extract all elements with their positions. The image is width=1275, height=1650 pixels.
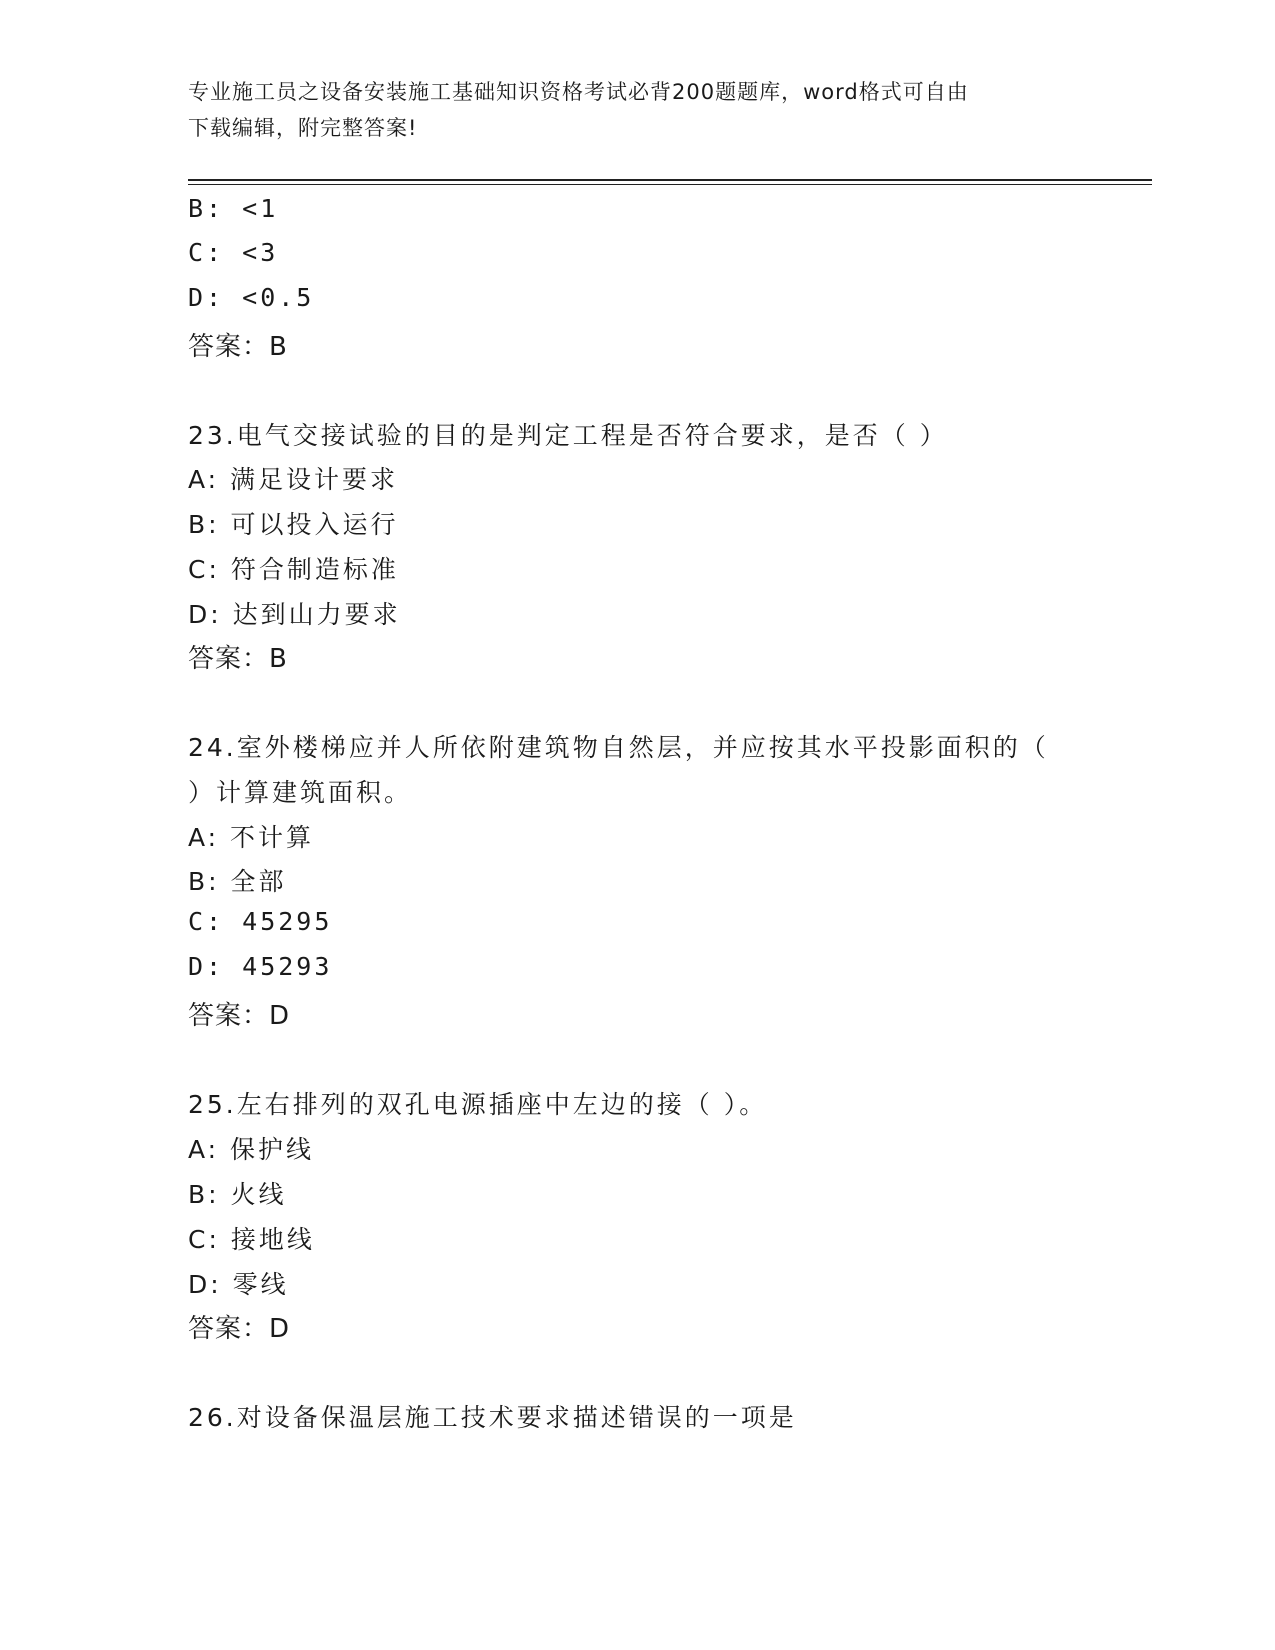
document-header <box>188 74 1068 146</box>
q25-option-d: D: 零线 <box>188 1270 289 1299</box>
q23-answer: 答案：B <box>188 644 288 674</box>
q25-option-a: A: 保护线 <box>188 1135 315 1164</box>
q24-option-d: D: 45293 <box>188 952 333 981</box>
q24-question-line-1: 24.室外楼梯应并人所依附建筑物自然层，并应按其水平投影面积的（ <box>188 733 1049 762</box>
q23-question: 23.电气交接试验的目的是判定工程是否符合要求，是否（ ） <box>188 421 948 450</box>
q22-option-c: C: <3 <box>188 238 279 267</box>
q24-answer: 答案：D <box>188 1001 291 1031</box>
q24-question-line-2: ）计算建筑面积。 <box>188 778 413 807</box>
q23-option-b: B: 可以投入运行 <box>188 510 399 539</box>
q24-option-b: B: 全部 <box>188 867 287 896</box>
q22-option-d: D: <0.5 <box>188 283 315 312</box>
q23-option-c: C: 符合制造标准 <box>188 555 399 584</box>
header-title-line-1: 专业施工员之设备安装施工基础知识资格考试必背200题题库，word格式可自由 <box>188 80 969 104</box>
q24-option-c: C: 45295 <box>188 907 333 936</box>
q23-option-a: A: 满足设计要求 <box>188 465 399 494</box>
q23-option-d: D: 达到山力要求 <box>188 600 401 629</box>
q25-answer: 答案：D <box>188 1314 291 1344</box>
header-divider-thick <box>188 179 1152 181</box>
q25-option-b: B: 火线 <box>188 1180 287 1209</box>
q22-answer: 答案：B <box>188 332 288 362</box>
q26-question: 26.对设备保温层施工技术要求描述错误的一项是 <box>188 1403 797 1432</box>
header-divider-thin <box>188 184 1152 185</box>
q25-option-c: C: 接地线 <box>188 1225 315 1254</box>
q22-option-b: B: <1 <box>188 194 279 223</box>
q24-option-a: A: 不计算 <box>188 823 315 852</box>
header-title-line-2: 下载编辑，附完整答案! <box>188 116 418 140</box>
q25-question: 25.左右排列的双孔电源插座中左边的接（ ）。 <box>188 1090 768 1119</box>
